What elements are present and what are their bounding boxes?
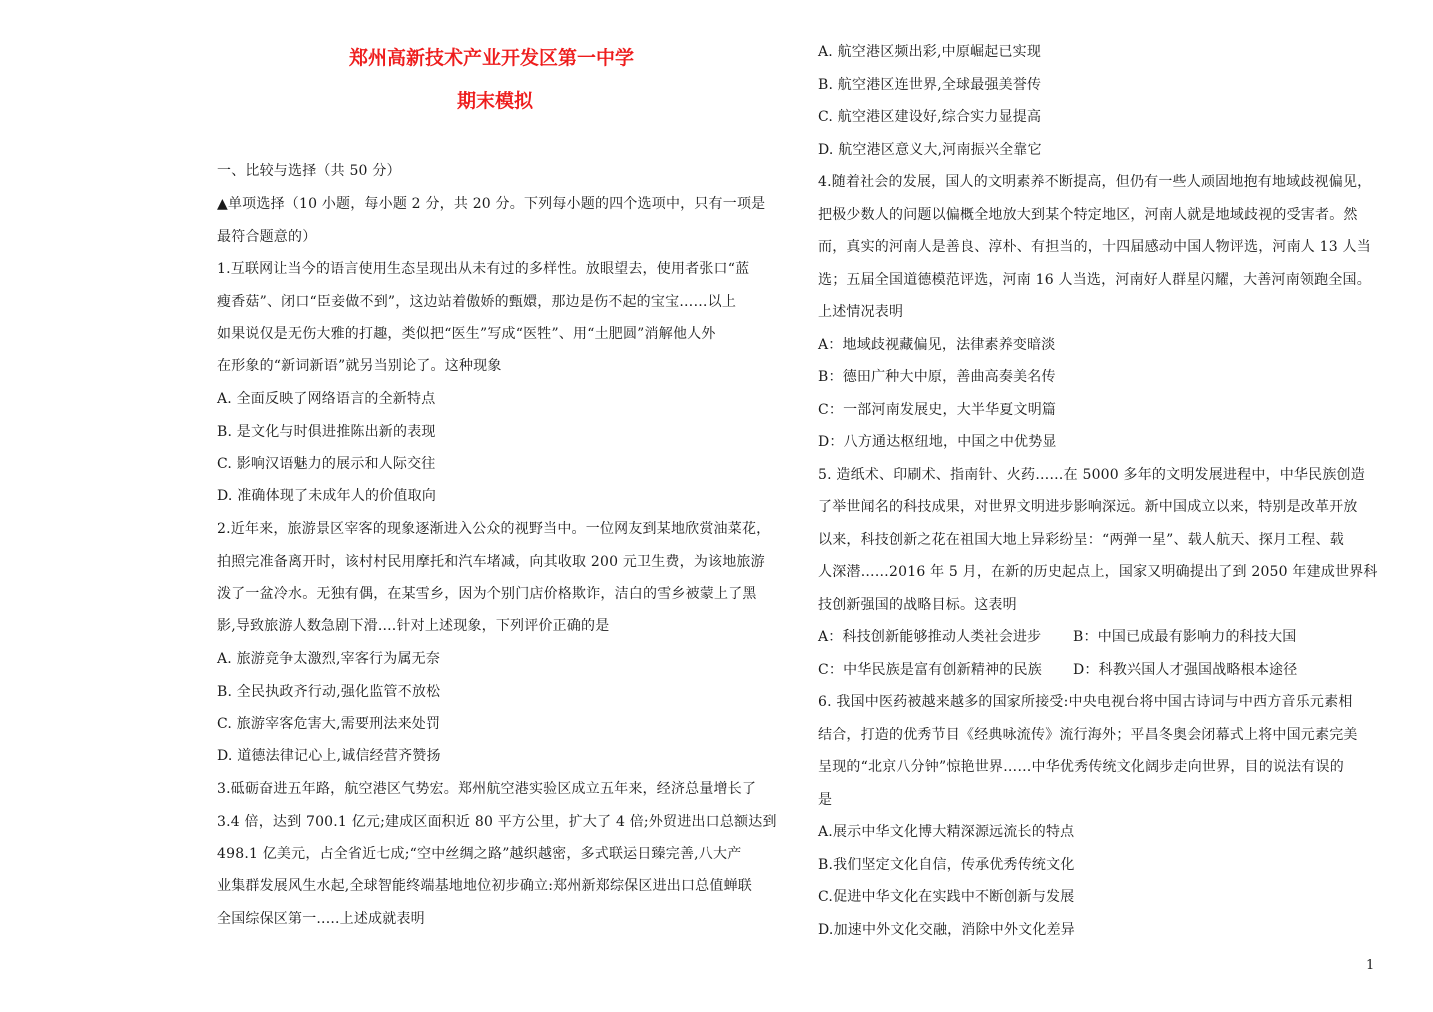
- instruction-line: ▲单项选择（10 小题，每小题 2 分，共 20 分。下列每小题的四个选项中，只有一项是: [217, 196, 766, 212]
- option-c: C：一部河南发展史，大半华夏文明篇: [818, 402, 1057, 418]
- option-c: C：中华民族是富有创新精神的民族: [818, 662, 1042, 678]
- option-c: C. 航空港区建设好,综合实力显提高: [818, 109, 1042, 125]
- question-stem-line: 498.1 亿美元，占全省近七成;“空中丝绸之路”越织越密，多式联运日臻完善,八大产: [217, 846, 742, 862]
- question-stem-line: 以来，科技创新之花在祖国大地上异彩纷呈：“两弹一星”、载人航天、探月工程、载: [818, 532, 1344, 548]
- option-c: C. 旅游宰客危害大,需要刑法来处罚: [217, 716, 441, 732]
- question-stem-line: 3.砥砺奋进五年路，航空港区气势宏。郑州航空港实验区成立五年来，经济总量增长了: [217, 781, 757, 797]
- option-d: D.加速中外文化交融，消除中外文化差异: [818, 922, 1075, 938]
- option-b: B：德田广种大中原，善曲高奏美名传: [818, 369, 1056, 385]
- question-stem-line: 上述情况表明: [818, 304, 904, 320]
- question-stem-line: 如果说仅是无伤大雅的打趣，类似把“医生”写成“医牲”、用“土肥圆”消解他人外: [217, 326, 716, 342]
- question-stem-line: 技创新强国的战略目标。这表明: [818, 597, 1017, 613]
- option-d: D：八方通达枢纽地，中国之中优势显: [818, 434, 1057, 450]
- question-stem-line: 在形象的“新词新语”就另当别论了。这种现象: [217, 358, 502, 374]
- question-stem-line: 2.近年来，旅游景区宰客的现象逐渐进入公众的视野当中。一位网友到某地欣赏油菜花，: [217, 521, 771, 537]
- question-stem-line: 了举世闻名的科技成果，对世界文明进步影响深远。新中国成立以来，特别是改革开放: [818, 499, 1358, 515]
- option-a: A.展示中华文化博大精深源远流长的特点: [818, 824, 1075, 840]
- page-number: 1: [1366, 958, 1375, 973]
- option-row-cd: [818, 661, 1298, 679]
- option-c: C.促进中华文化在实践中不断创新与发展: [818, 889, 1075, 905]
- option-d: D. 准确体现了未成年人的价值取向: [217, 488, 437, 504]
- instruction-line: 最符合题意的）: [217, 229, 317, 245]
- question-stem-line: 1.互联网让当今的语言使用生态呈现出从未有过的多样性。放眼望去，使用者张口“蓝: [217, 261, 750, 277]
- question-stem-line: 把极少数人的问题以偏概全地放大到某个特定地区，河南人就是地域歧视的受害者。然: [818, 207, 1358, 223]
- question-stem-line: 结合，打造的优秀节目《经典咏流传》流行海外；平昌冬奥会闭幕式上将中国元素完美: [818, 727, 1358, 743]
- question-stem-line: 业集群发展风生水起,全球智能终端基地地位初步确立:郑州新郑综保区进出口总值蝉联: [217, 878, 752, 894]
- option-d: D. 道德法律记心上,诚信经营齐赞扬: [217, 748, 441, 764]
- exam-title: 期末模拟: [457, 90, 534, 112]
- section-title: 一、比较与选择（共 50 分）: [217, 163, 401, 179]
- option-b: B：中国已成最有影响力的科技大国: [1073, 629, 1297, 645]
- school-title: 郑州高新技术产业开发区第一中学: [349, 47, 635, 69]
- option-a: A. 航空港区频出彩,中原崛起已实现: [818, 44, 1042, 60]
- option-a: A. 全面反映了网络语言的全新特点: [217, 391, 436, 407]
- question-stem-line: 人深潜……2016 年 5 月，在新的历史起点上，国家又明确提出了到 2050 年建成世界科: [818, 564, 1378, 580]
- option-d: D. 航空港区意义大,河南振兴全靠它: [818, 142, 1042, 158]
- option-b: B. 航空港区连世界,全球最强美誉传: [818, 77, 1042, 93]
- question-stem-line: 全国综保区第一.....上述成就表明: [217, 911, 425, 927]
- question-stem-line: 3.4 倍，达到 700.1 亿元;建成区面积近 80 平方公里，扩大了 4 倍;外贸进出口总额达到: [217, 814, 777, 830]
- question-stem-line: 是: [818, 792, 833, 808]
- question-stem-line: 泼了一盆冷水。无独有偶，在某雪乡，因为个别门店价格欺诈，洁白的雪乡被蒙上了黑: [217, 586, 757, 602]
- option-b: B. 全民执政齐行动,强化监管不放松: [217, 684, 441, 700]
- question-stem-line: 6. 我国中医药被越来越多的国家所接受:中央电视台将中国古诗词与中西方音乐元素相: [818, 694, 1353, 710]
- option-a: A：科技创新能够推动人类社会进步: [818, 629, 1042, 645]
- question-stem-line: 影,导致旅游人数急剧下滑....针对上述现象，下列评价正确的是: [217, 618, 610, 634]
- option-d: D：科教兴国人才强国战略根本途径: [1073, 662, 1298, 678]
- option-c: C. 影响汉语魅力的展示和人际交往: [217, 456, 436, 472]
- question-stem-line: 拍照完准备离开时，该村村民用摩托和汽车堵减，向其收取 200 元卫生费，为该地旅游: [217, 554, 765, 570]
- question-stem-line: 瘦香菇”、闭口“臣妾做不到”，这边站着傲娇的甄嬛，那边是伤不起的宝宝……以上: [217, 294, 737, 310]
- question-stem-line: 选；五届全国道德模范评选，河南 16 人当选，河南好人群星闪耀，大善河南领跑全国。: [818, 272, 1371, 288]
- question-stem-line: 4.随着社会的发展，国人的文明素养不断提高，但仍有一些人顽固地抱有地域歧视偏见，: [818, 174, 1372, 190]
- option-a: A：地域歧视藏偏见，法律素养变暗淡: [818, 337, 1056, 353]
- option-a: A. 旅游竞争太激烈,宰客行为属无奈: [217, 651, 441, 667]
- option-b: B. 是文化与时俱进推陈出新的表现: [217, 424, 436, 440]
- question-stem-line: 而，真实的河南人是善良、淳朴、有担当的，十四届感动中国人物评选，河南人 13 人当: [818, 239, 1371, 255]
- option-row-ab: [818, 628, 1297, 646]
- question-stem-line: 呈现的“北京八分钟”惊艳世界……中华优秀传统文化阔步走向世界，目的说法有误的: [818, 759, 1344, 775]
- option-b: B.我们坚定文化自信，传承优秀传统文化: [818, 857, 1075, 873]
- question-stem-line: 5. 造纸术、印刷术、指南针、火药……在 5000 多年的文明发展进程中，中华民族创造: [818, 467, 1365, 483]
